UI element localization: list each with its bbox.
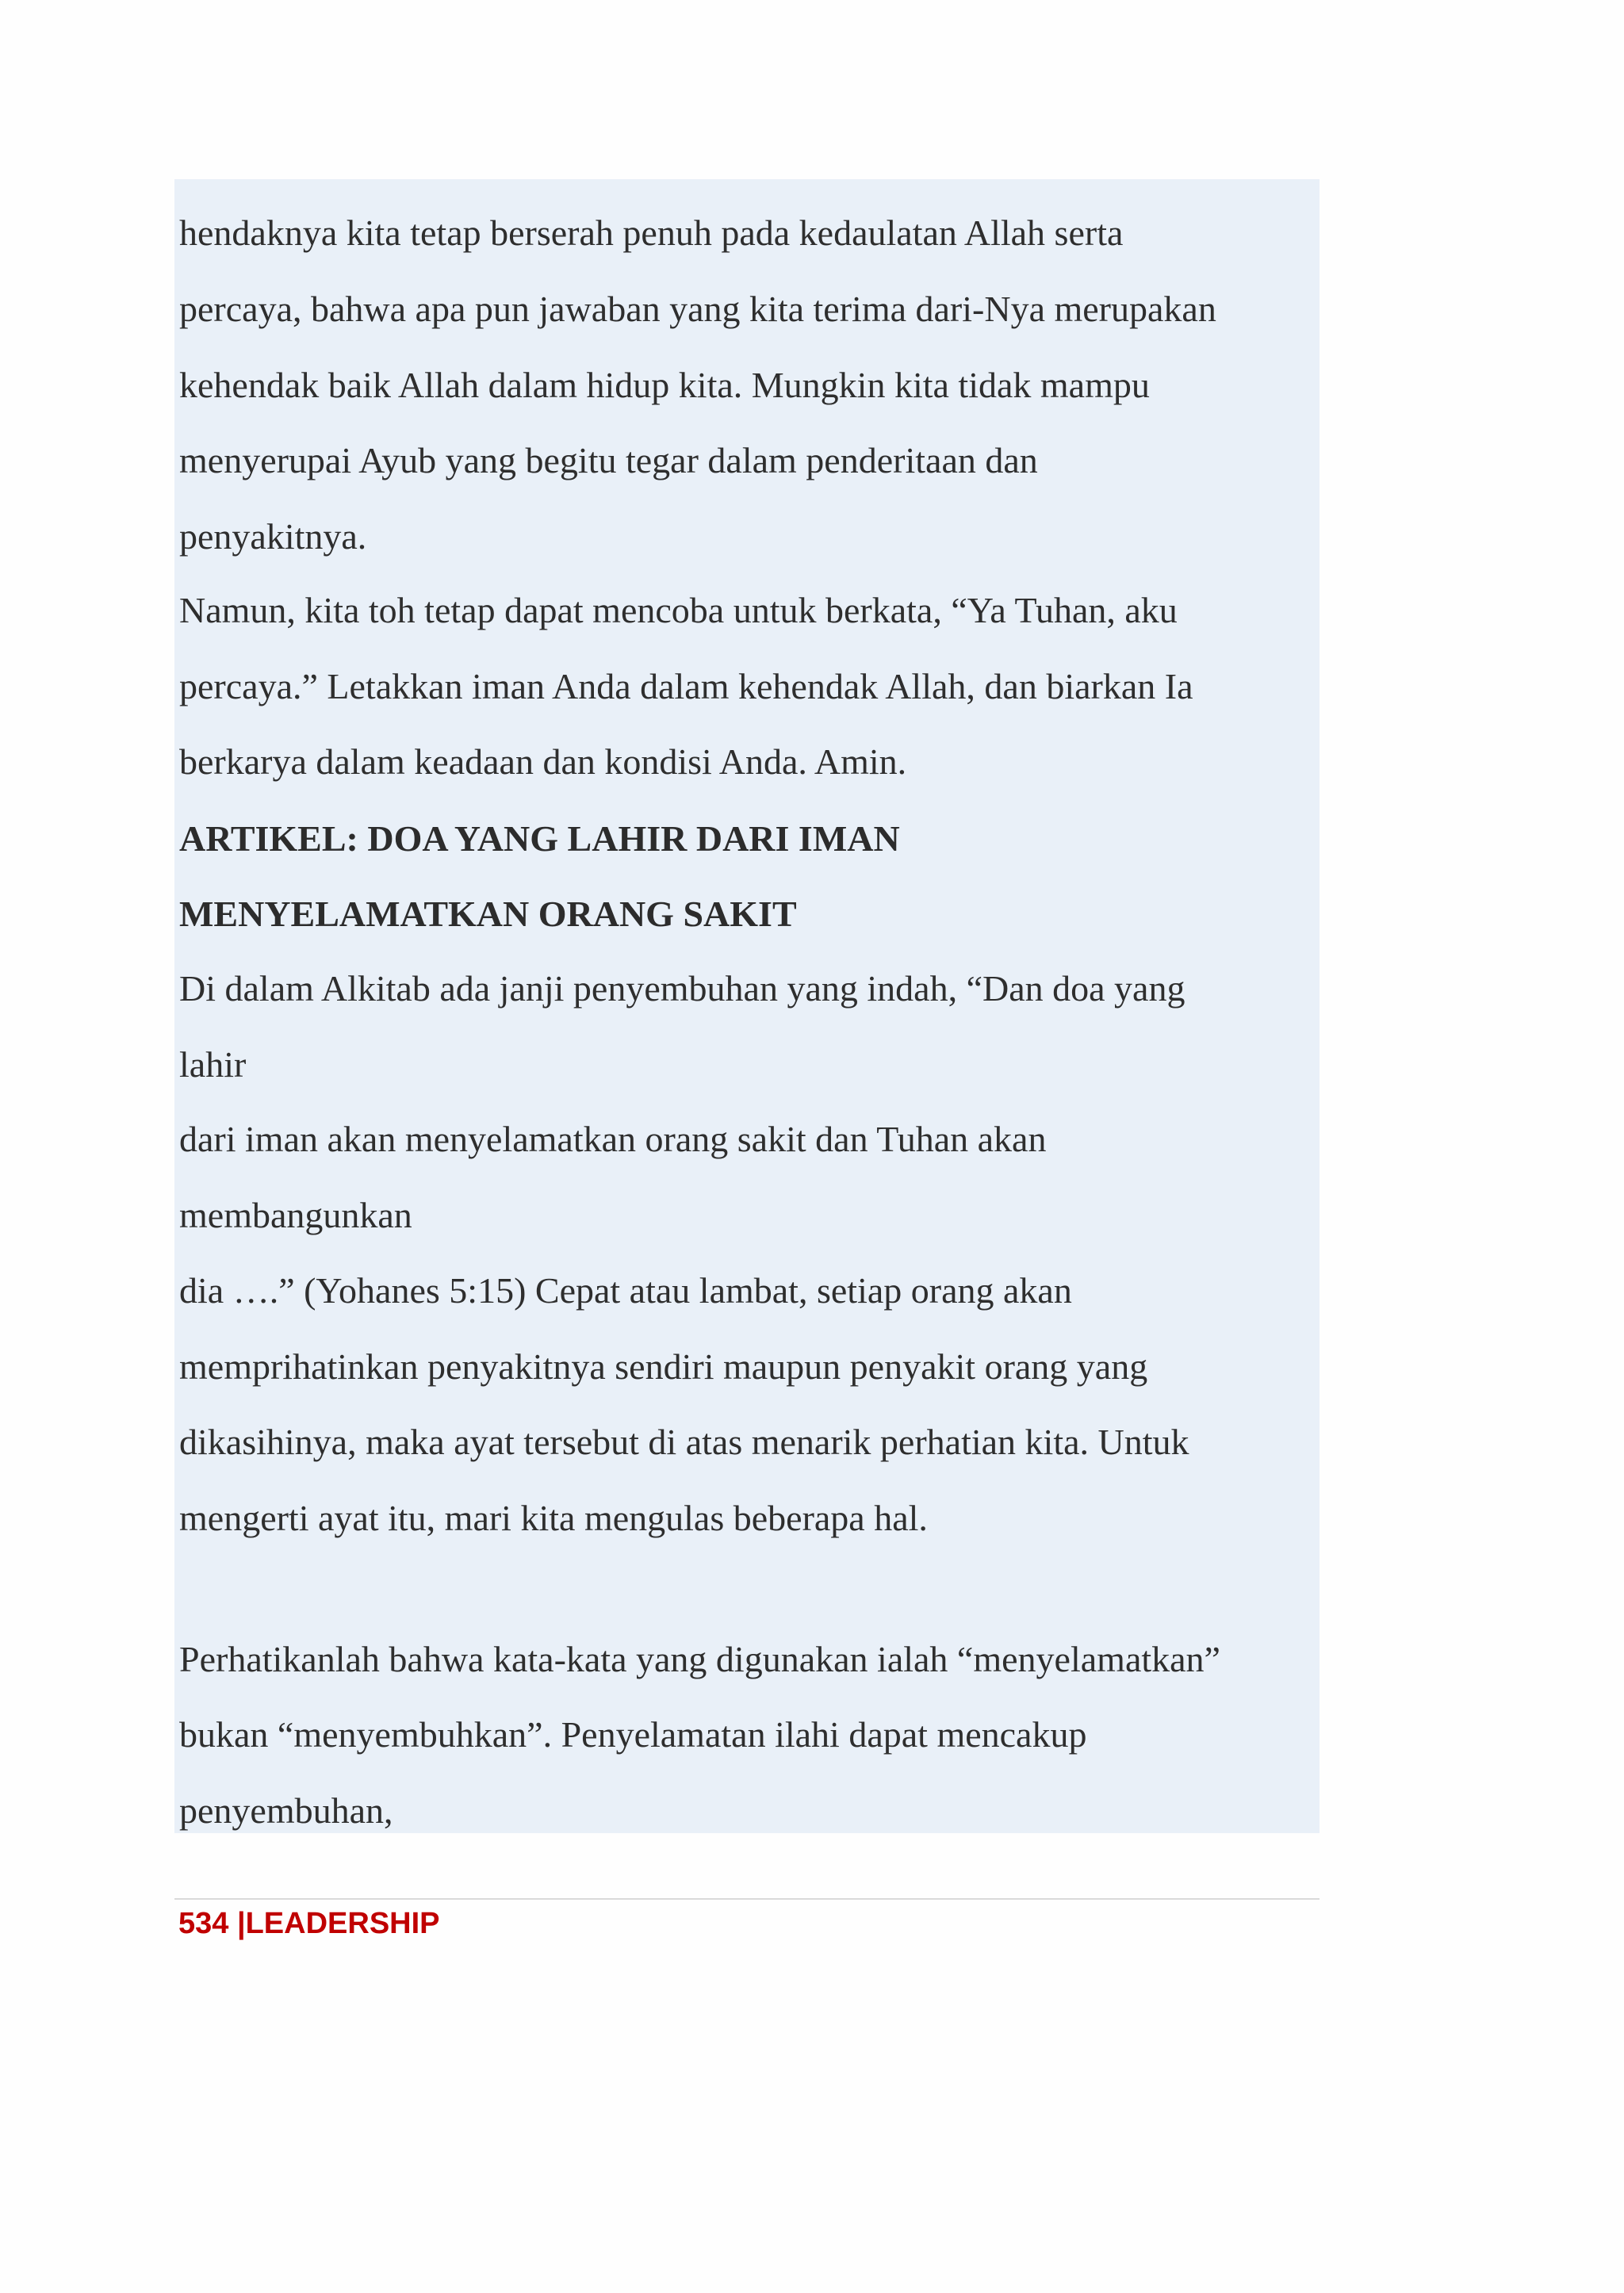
body-line: berkarya dalam keadaan dan kondisi Anda. Amin.: [179, 741, 907, 782]
body-line: penyakitnya.: [179, 516, 367, 557]
footer-divider: [174, 1898, 1320, 1900]
body-line: memprihatinkan penyakitnya sendiri maupun penyakit orang yang: [179, 1346, 1148, 1387]
body-line: penyembuhan,: [179, 1790, 393, 1831]
body-line: dia ….” (Yohanes 5:15) Cepat atau lambat, setiap orang akan: [179, 1270, 1072, 1311]
body-line: membangunkan: [179, 1195, 412, 1235]
body-line: dikasihinya, maka ayat tersebut di atas menarik perhatian kita. Untuk: [179, 1422, 1189, 1462]
body-line: kehendak baik Allah dalam hidup kita. Mungkin kita tidak mampu: [179, 365, 1150, 405]
body-line: percaya.” Letakkan iman Anda dalam kehendak Allah, dan biarkan Ia: [179, 666, 1193, 706]
body-line: percaya, bahwa apa pun jawaban yang kita terima dari-Nya merupakan: [179, 289, 1216, 329]
body-line: Namun, kita toh tetap dapat mencoba untuk berkata, “Ya Tuhan, aku: [179, 590, 1178, 630]
body-line: hendaknya kita tetap berserah penuh pada kedaulatan Allah serta: [179, 212, 1124, 253]
page-footer: 534 |LEADERSHIP: [178, 1907, 440, 1940]
body-line: dari iman akan menyelamatkan orang sakit dan Tuhan akan: [179, 1119, 1047, 1159]
article-heading: MENYELAMATKAN ORANG SAKIT: [179, 894, 797, 934]
body-line: Di dalam Alkitab ada janji penyembuhan yang indah, “Dan doa yang: [179, 968, 1185, 1009]
body-line: bukan “menyembuhkan”. Penyelamatan ilahi dapat mencakup: [179, 1714, 1087, 1755]
body-line: menyerupai Ayub yang begitu tegar dalam penderitaan dan: [179, 440, 1038, 480]
body-line: lahir: [179, 1044, 247, 1085]
article-heading: ARTIKEL: DOA YANG LAHIR DARI IMAN: [179, 818, 900, 859]
body-line: Perhatikanlah bahwa kata-kata yang digunakan ialah “menyelamatkan”: [179, 1639, 1220, 1679]
body-line: mengerti ayat itu, mari kita mengulas beberapa hal.: [179, 1498, 928, 1538]
